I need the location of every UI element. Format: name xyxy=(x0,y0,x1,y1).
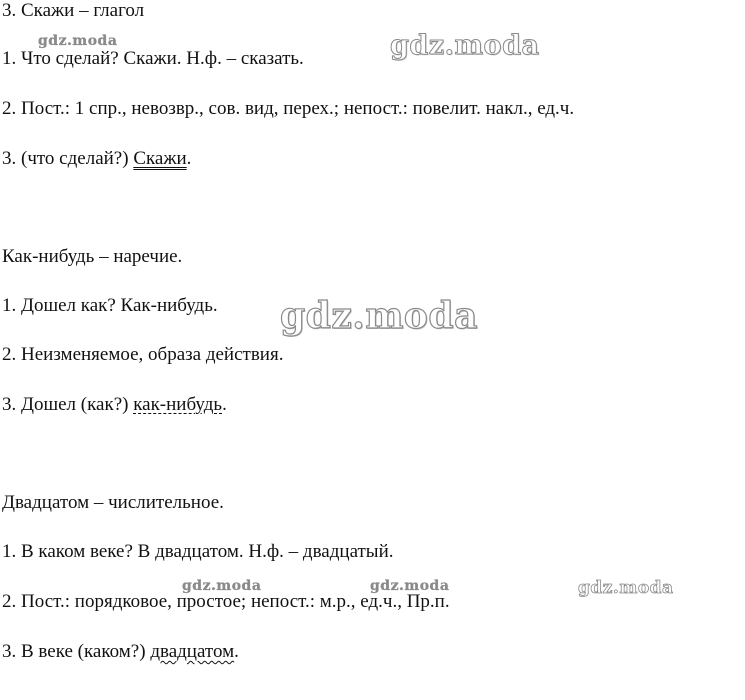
section-3-title: Двадцатом – числительное. xyxy=(2,492,224,513)
section-1-line-3 xyxy=(2,148,191,170)
section-2-title: Как-нибудь – наречие. xyxy=(2,246,183,267)
section-3-line-3-suffix: . xyxy=(234,641,239,662)
watermark-large-1: gdz.moda xyxy=(280,295,478,337)
section-1-line-3-prefix: 3. (что сделай?) xyxy=(2,148,134,169)
section-3-line-1: 1. В каком веке? В двадцатом. Н.ф. – двадцатый. xyxy=(2,541,394,562)
section-3-attribute-word: двадцатом xyxy=(150,641,235,662)
watermark-small-4: gdz.moda xyxy=(578,578,674,598)
section-1-line-2: 2. Пост.: 1 спр., невозвр., сов. вид, перех.; непост.: повелит. накл., ед.ч. xyxy=(2,98,575,119)
section-1-line-3-suffix: . xyxy=(186,148,192,169)
section-2-line-1: 1. Дошел как? Как-нибудь. xyxy=(2,295,218,316)
watermark-small-2: gdz.moda xyxy=(182,578,262,594)
section-3-line-2: 2. Пост.: порядковое, простое; непост.: м.р., ед.ч., Пр.п. xyxy=(2,591,450,612)
section-2-line-3-suffix: . xyxy=(222,394,227,415)
section-2-line-2: 2. Неизменяемое, образа действия. xyxy=(2,344,284,365)
watermark-small-1: gdz.moda xyxy=(38,33,118,49)
section-1-line-1: 1. Что сделай? Скажи. Н.ф. – сказать. xyxy=(2,48,304,69)
watermark-medium-1: gdz.moda xyxy=(390,30,540,61)
section-2-line-3-prefix: 3. Дошел (как?) xyxy=(2,394,134,415)
section-2-adverbial-word: как-нибудь xyxy=(133,394,223,415)
watermark-small-3: gdz.moda xyxy=(370,578,450,594)
section-1-predicate-word: Скажи xyxy=(133,148,187,169)
section-2-line-3 xyxy=(2,394,227,416)
section-3-line-3-prefix: 3. В веке (каком?) xyxy=(2,641,151,662)
section-3-line-3 xyxy=(2,641,239,663)
section-1-title: 3. Скажи – глагол xyxy=(2,0,145,21)
